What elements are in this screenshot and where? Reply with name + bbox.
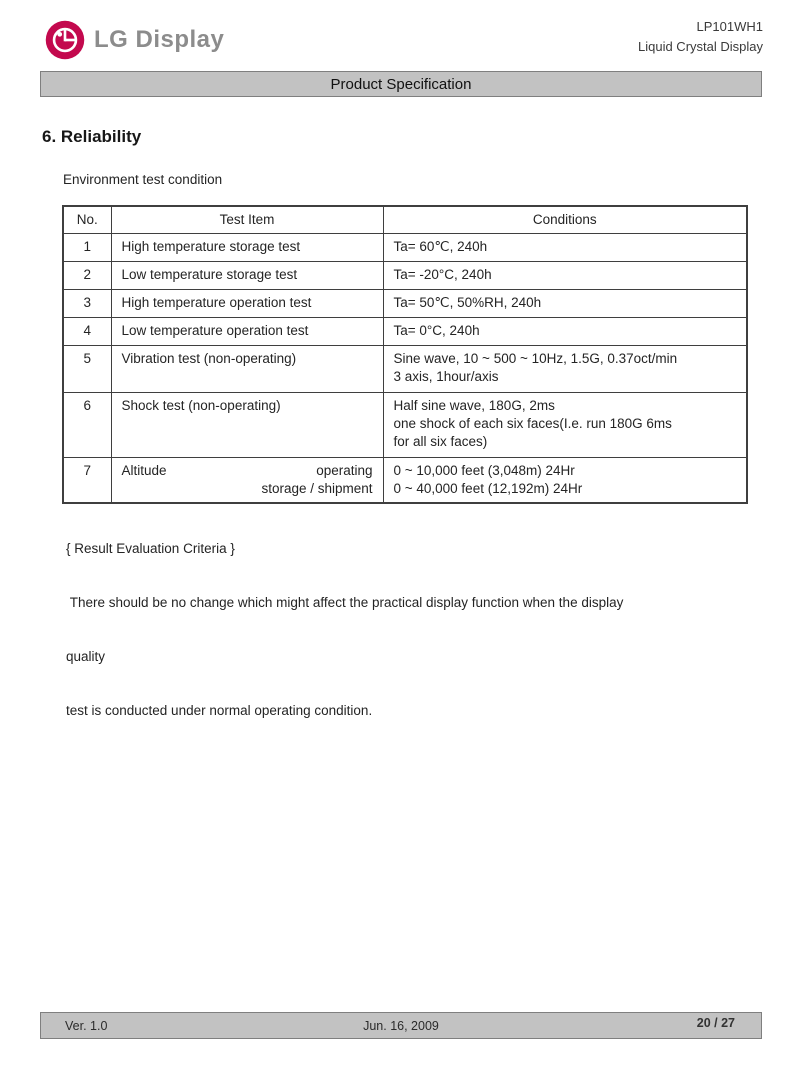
condition-line: one shock of each six faces(I.e. run 180G 6ms <box>393 415 672 431</box>
condition-line: Ta= 60℃, 240h <box>393 239 488 254</box>
cell-no: 2 <box>63 261 111 289</box>
cell-no: 5 <box>63 345 111 392</box>
cell-test-item: High temperature operation test <box>111 289 383 317</box>
section-intro: Environment test condition <box>63 172 223 187</box>
lg-display-logo <box>44 19 224 61</box>
cell-test-item: Shock test (non-operating) <box>111 392 383 457</box>
condition-line: 0 ~ 10,000 feet (3,048m) 24Hr <box>393 462 575 478</box>
page-footer <box>40 1012 762 1039</box>
cell-conditions <box>383 289 747 317</box>
table-row <box>63 261 747 289</box>
cell-test-item: High temperature storage test <box>111 233 383 261</box>
cell-test-item: Low temperature storage test <box>111 261 383 289</box>
cell-no: 6 <box>63 392 111 457</box>
cell-test-item: Low temperature operation test <box>111 317 383 345</box>
altitude-mode-storage-shipment: storage / shipment <box>261 480 373 496</box>
footer-version: Ver. 1.0 <box>65 1018 108 1033</box>
condition-line: Ta= -20°C, 240h <box>393 267 492 282</box>
criteria-line: test is conducted under normal operating condition. <box>66 703 373 718</box>
condition-line: Ta= 0°C, 240h <box>393 323 480 338</box>
condition-line: for all six faces) <box>393 433 488 449</box>
cell-test-item: Vibration test (non-operating) <box>111 345 383 392</box>
section-heading: 6. Reliability <box>42 127 142 146</box>
condition-line: 3 axis, 1hour/axis <box>393 368 499 384</box>
banner-title: Product Specification <box>330 75 472 93</box>
table-row <box>63 392 747 457</box>
cell-conditions <box>383 345 747 392</box>
document-id-block <box>638 17 763 57</box>
table-row <box>63 289 747 317</box>
product-type: Liquid Crystal Display <box>638 39 763 54</box>
cell-conditions <box>383 392 747 457</box>
cell-conditions <box>383 317 747 345</box>
footer-date: Jun. 16, 2009 <box>363 1018 439 1033</box>
table-header-row <box>63 206 747 233</box>
product-specification-banner <box>40 71 762 97</box>
cell-no: 4 <box>63 317 111 345</box>
table-row <box>63 457 747 503</box>
condition-line: Sine wave, 10 ~ 500 ~ 10Hz, 1.5G, 0.37oct/min <box>393 350 678 366</box>
cell-conditions <box>383 457 747 503</box>
cell-no: 7 <box>63 457 111 503</box>
altitude-label: Altitude <box>121 462 167 478</box>
cell-test-item <box>111 457 383 503</box>
column-header-test-item: Test Item <box>111 206 383 233</box>
criteria-title: { Result Evaluation Criteria } <box>66 541 235 556</box>
table-row <box>63 345 747 392</box>
condition-line: 0 ~ 40,000 feet (12,192m) 24Hr <box>393 480 583 496</box>
result-evaluation-criteria <box>66 504 716 756</box>
reliability-test-table <box>62 205 748 504</box>
logo-wordmark: LG Display <box>94 26 225 53</box>
column-header-no: No. <box>63 206 111 233</box>
cell-no: 3 <box>63 289 111 317</box>
column-header-conditions: Conditions <box>383 206 747 233</box>
cell-no: 1 <box>63 233 111 261</box>
footer-page-number: 20 / 27 <box>696 1016 735 1030</box>
model-number: LP101WH1 <box>696 19 763 34</box>
cell-conditions <box>383 233 747 261</box>
lg-logo-icon <box>44 19 86 61</box>
table-row <box>63 233 747 261</box>
criteria-line: There should be no change which might affect the practical display function when the display <box>66 595 624 610</box>
condition-line: Half sine wave, 180G, 2ms <box>393 397 555 413</box>
cell-conditions <box>383 261 747 289</box>
condition-line: Ta= 50℃, 50%RH, 240h <box>393 295 542 310</box>
criteria-line: quality <box>66 649 106 664</box>
table-row <box>63 317 747 345</box>
altitude-mode-operating: operating <box>316 462 373 478</box>
